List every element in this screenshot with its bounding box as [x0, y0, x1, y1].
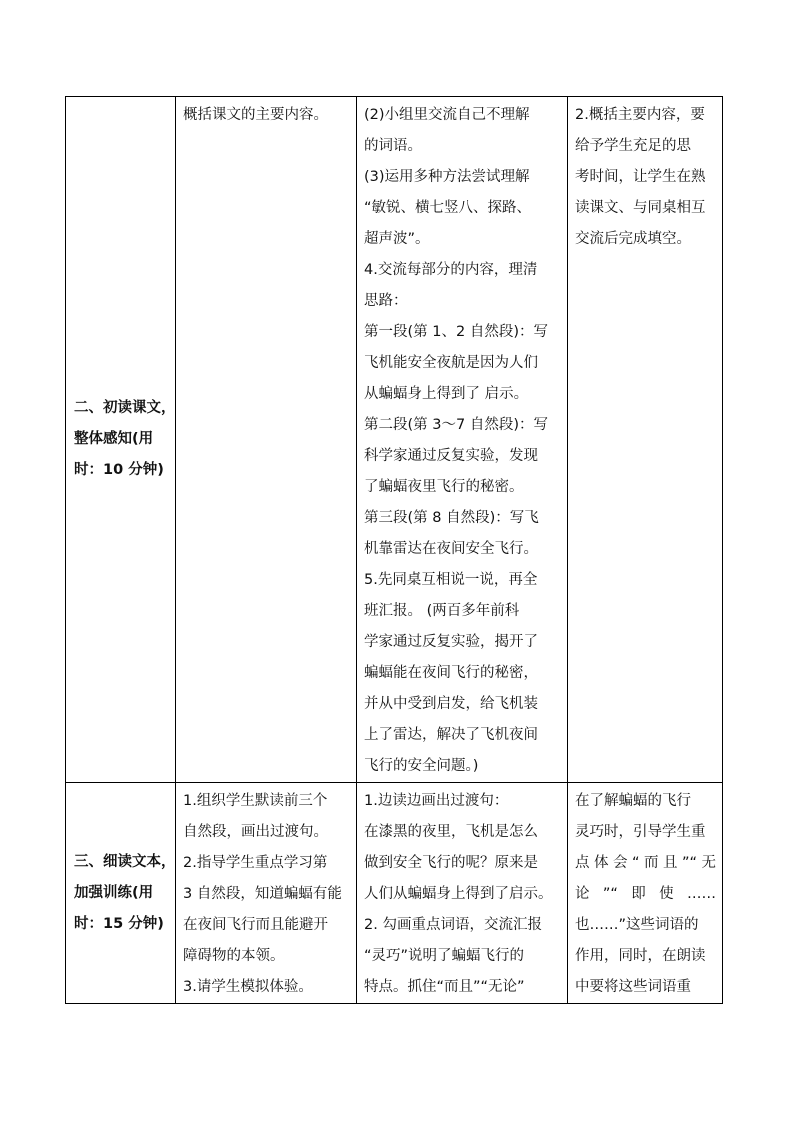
table-row	[66, 783, 723, 1004]
text-line: 点体会“而且”“无	[575, 855, 716, 871]
text-line: 1.边读边画出过渡句：	[364, 793, 509, 809]
text-line: 自然段，画出过渡句。	[183, 824, 328, 840]
lesson-plan-table	[65, 96, 723, 1004]
stage-cell	[66, 783, 176, 1004]
text-line: 3 自然段，知道蝙蝠有能	[183, 886, 342, 902]
text-line: 特点。抓住“而且”“无论”	[364, 979, 525, 995]
text-line: 飞机能安全夜航是因为人们	[364, 355, 538, 371]
text-line: 整体感知(用	[74, 431, 154, 447]
text-line: 给予学生充足的思	[575, 138, 691, 154]
text-line: 上了雷达，解决了飞机夜间	[364, 727, 538, 743]
text-line: 二、初读课文，	[74, 400, 176, 416]
text-line: 思路：	[364, 293, 408, 309]
text-line: 飞行的安全问题。)	[364, 758, 479, 774]
text-line: 人们从蝙蝠身上得到了启示。	[364, 886, 553, 902]
design-intent-cell	[568, 97, 723, 783]
text-line: 3.请学生模拟体验。	[183, 979, 313, 995]
text-line: 从蝙蝠身上得到了 启示。	[364, 386, 529, 402]
text-line: 灵巧时，引导学生重	[575, 824, 706, 840]
text-line: 的词语。	[364, 138, 422, 154]
design-intent-text	[568, 783, 722, 1003]
text-line: 2.概括主要内容，要	[575, 107, 705, 123]
teacher-activity-cell	[176, 783, 357, 1004]
text-line: 第一段(第 1、2 自然段)：写	[364, 324, 548, 340]
design-intent-text	[568, 97, 722, 255]
text-line: 并从中受到启发，给飞机装	[364, 696, 538, 712]
text-line: 时：15 分钟)	[74, 915, 164, 932]
text-line: 障碍物的本领。	[183, 948, 285, 964]
teacher-activity-text	[176, 97, 356, 131]
text-line: 5.先同桌互相说一说，再全	[364, 572, 538, 588]
text-line: 了蝙蝠夜里飞行的秘密。	[364, 479, 524, 495]
text-line: 中要将这些词语重	[575, 979, 691, 995]
text-line: 在了解蝙蝠的飞行	[575, 793, 691, 809]
text-line: 第二段(第 3～7 自然段)：写	[364, 417, 548, 433]
text-line: 第三段(第 8 自然段)：写飞	[364, 510, 539, 526]
text-line: 超声波”。	[364, 231, 430, 247]
text-line: 也……”这些词语的	[575, 917, 699, 933]
text-line: 考时间，让学生在熟	[575, 169, 706, 185]
text-line: 读课文、与同桌相互	[575, 200, 706, 216]
text-line: 论”“即使……	[575, 886, 716, 902]
student-activity-text	[357, 97, 567, 782]
text-line: “敏锐、横七竖八、探路、	[364, 200, 532, 216]
text-line: 机靠雷达在夜间安全飞行。	[364, 541, 538, 557]
text-line: 科学家通过反复实验，发现	[364, 448, 538, 464]
text-line: 做到安全飞行的呢？原来是	[364, 855, 538, 871]
text-line: 三、细读文本，	[74, 853, 176, 870]
text-line: 在漆黑的夜里，飞机是怎么	[364, 824, 538, 840]
stage-text	[66, 847, 175, 940]
text-line: 班汇报。 (两百多年前科	[364, 603, 520, 619]
text-line: 1.组织学生默读前三个	[183, 793, 328, 809]
teacher-activity-cell	[176, 97, 357, 783]
text-line: 学家通过反复实验，揭开了	[364, 634, 538, 650]
text-line: (3)运用多种方法尝试理解	[364, 169, 530, 185]
table-row	[66, 97, 723, 783]
text-line: 2. 勾画重点词语，交流汇报	[364, 917, 542, 933]
text-line: 4.交流每部分的内容，理清	[364, 262, 538, 278]
text-line: 概括课文的主要内容。	[183, 107, 328, 123]
teacher-activity-text	[176, 783, 356, 1003]
text-line: 交流后完成填空。	[575, 231, 691, 247]
student-activity-cell	[357, 97, 568, 783]
text-line: (2)小组里交流自己不理解	[364, 107, 530, 123]
stage-text	[66, 393, 175, 486]
text-line: 2.指导学生重点学习第	[183, 855, 328, 871]
stage-cell	[66, 97, 176, 783]
student-activity-cell	[357, 783, 568, 1004]
student-activity-text	[357, 783, 567, 1003]
text-line: 在夜间飞行而且能避开	[183, 917, 328, 933]
text-line: 时：10 分钟)	[74, 462, 164, 478]
text-line: “灵巧”说明了蝙蝠飞行的	[364, 948, 525, 964]
text-line: 加强训练(用	[74, 884, 154, 901]
design-intent-cell	[568, 783, 723, 1004]
text-line: 作用，同时，在朗读	[575, 948, 706, 964]
text-line: 蝙蝠能在夜间飞行的秘密，	[364, 665, 538, 681]
